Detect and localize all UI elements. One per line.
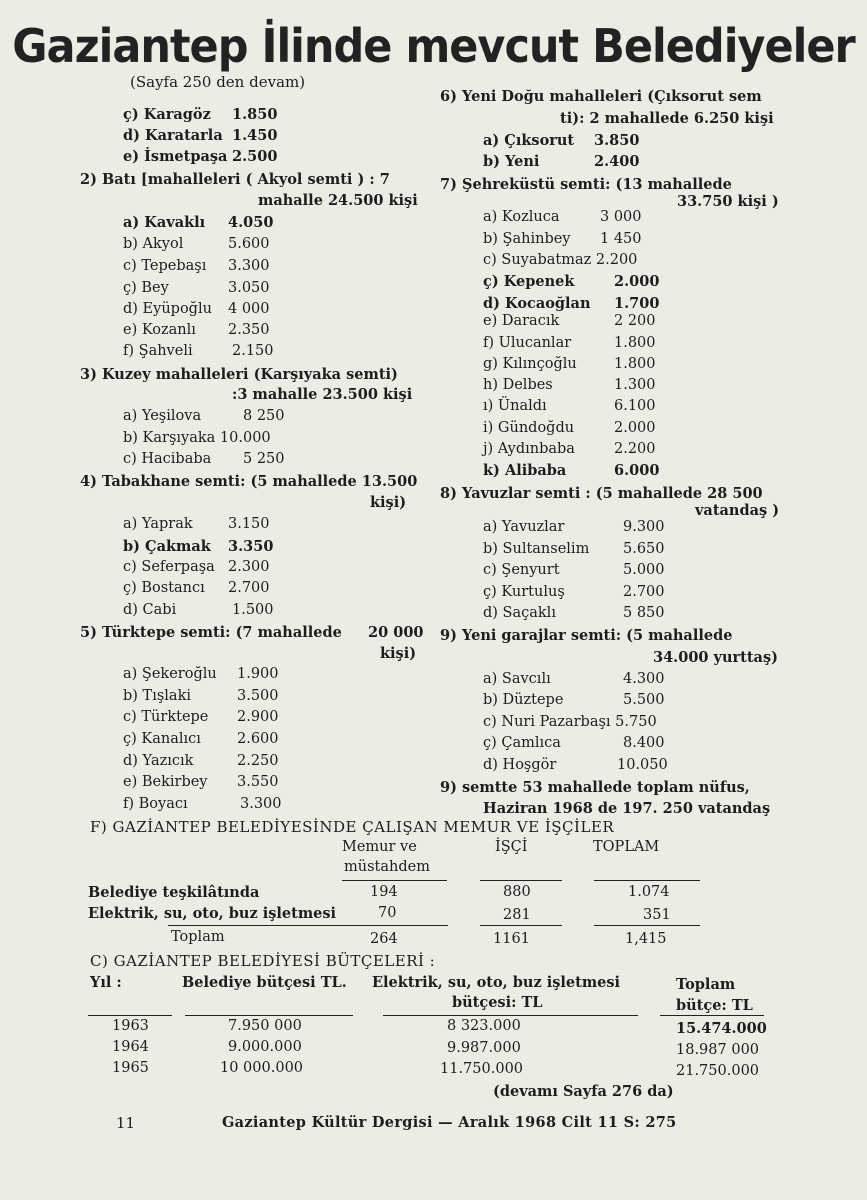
district-line: b) Karşıyaka 10.000 bbox=[123, 430, 271, 446]
district-line: b) Şahinbey bbox=[483, 231, 571, 247]
population-value: 2.200 bbox=[614, 441, 656, 457]
budget-header-rule bbox=[185, 1015, 353, 1016]
district-line: f) Boyacı bbox=[123, 796, 188, 812]
district-line: ç) Kepenek bbox=[483, 273, 575, 290]
population-value: 2.700 bbox=[623, 584, 665, 600]
district-line: a) Çıksorut bbox=[483, 132, 575, 149]
population-value: 2.900 bbox=[237, 709, 279, 725]
staff-row-toplam: 351 bbox=[643, 907, 671, 923]
staff-total-memur: 264 bbox=[370, 931, 398, 947]
population-value: 3.150 bbox=[228, 516, 270, 532]
population-value: 3.850 bbox=[594, 132, 640, 149]
population-value: 2.300 bbox=[228, 559, 270, 575]
population-value: 3.350 bbox=[228, 538, 274, 555]
population-value: 3.550 bbox=[237, 774, 279, 790]
district-line: b) Düztepe bbox=[483, 692, 564, 708]
staff-total-isci: 1161 bbox=[493, 931, 530, 947]
population-value: 2.000 bbox=[614, 273, 660, 290]
district-line: b) Yeni bbox=[483, 153, 540, 170]
district-line: a) Yavuzlar bbox=[483, 519, 565, 535]
staff-header-rule bbox=[480, 880, 562, 881]
budget-header-rule bbox=[88, 1015, 172, 1016]
budget-row-elektrik: 11.750.000 bbox=[440, 1061, 524, 1077]
district-line: 6) Yeni Doğu mahalleleri (Çıksorut sem bbox=[440, 88, 762, 105]
budget-row-year: 1965 bbox=[112, 1060, 149, 1076]
population-value: 2.400 bbox=[594, 153, 640, 170]
district-line: 33.750 kişi ) bbox=[677, 193, 779, 210]
population-value: 1.850 bbox=[232, 106, 278, 123]
district-line: a) Yeşilova bbox=[123, 408, 202, 424]
budget-row-toplam: 18.987 000 bbox=[676, 1042, 760, 1058]
population-value: 10.050 bbox=[617, 757, 668, 773]
budget-header-year: Yıl : bbox=[90, 974, 122, 991]
staff-row-label: Belediye teşkilâtında bbox=[88, 884, 260, 901]
district-line: d) Eyüpoğlu bbox=[123, 301, 212, 317]
district-line: 2) Batı [mahalleleri ( Akyol semti ) : 7 bbox=[80, 171, 390, 188]
district-line: c) Suyabatmaz 2.200 bbox=[483, 252, 638, 268]
district-line: k) Alibaba bbox=[483, 462, 567, 479]
district-line: f) Şahveli bbox=[123, 343, 193, 359]
district-line: c) Seferpaşa bbox=[123, 559, 215, 575]
district-line: c) Şenyurt bbox=[483, 562, 560, 578]
staff-header-isci: İŞÇİ bbox=[495, 839, 528, 855]
population-value: 8.400 bbox=[623, 735, 665, 751]
district-line: mahalle 24.500 kişi bbox=[258, 192, 418, 209]
district-line: ç) Kurtuluş bbox=[483, 584, 565, 600]
population-value: 8 250 bbox=[243, 408, 285, 424]
district-line: b) Akyol bbox=[123, 236, 184, 252]
district-line: b) Tışlaki bbox=[123, 688, 192, 704]
budget-header-belediye: Belediye bütçesi TL. bbox=[182, 974, 347, 991]
district-line: d) Saçaklı bbox=[483, 605, 556, 621]
district-line: ç) Bostancı bbox=[123, 580, 205, 596]
continued-to-note: (devamı Sayfa 276 da) bbox=[493, 1083, 674, 1100]
budget-row-belediye: 10 000.000 bbox=[220, 1060, 304, 1076]
population-value: 2.700 bbox=[228, 580, 270, 596]
population-value: 1.300 bbox=[614, 377, 656, 393]
population-value: 5.500 bbox=[623, 692, 665, 708]
population-value: 2 200 bbox=[614, 313, 656, 329]
staff-header-rule bbox=[342, 880, 447, 881]
population-value: 3.050 bbox=[228, 280, 270, 296]
district-line: 3) Kuzey mahalleleri (Karşıyaka semti) bbox=[80, 366, 398, 383]
district-line: ti): 2 mahallede 6.250 kişi bbox=[560, 110, 774, 127]
population-value: 1.500 bbox=[232, 602, 274, 618]
population-value: 2.150 bbox=[232, 343, 274, 359]
district-line: i) Gündoğdu bbox=[483, 420, 575, 436]
population-value: 20 000 bbox=[368, 624, 424, 641]
budget-row-belediye: 7.950 000 bbox=[228, 1018, 302, 1034]
district-line: h) Delbes bbox=[483, 377, 553, 393]
budget-header-elektrik-2: bütçesi: TL bbox=[452, 994, 543, 1011]
district-line: g) Kılınçoğlu bbox=[483, 356, 577, 372]
district-line: 34.000 yurttaş) bbox=[653, 649, 778, 666]
staff-row-isci: 281 bbox=[503, 907, 531, 923]
population-value: 2.350 bbox=[228, 322, 270, 338]
district-line: d) Hoşgör bbox=[483, 757, 557, 773]
budget-header-elektrik: Elektrik, su, oto, buz işletmesi bbox=[372, 974, 621, 991]
staff-row-isci: 880 bbox=[503, 884, 531, 900]
population-value: 2.250 bbox=[237, 753, 279, 769]
staff-total-rule bbox=[594, 925, 700, 926]
staff-header-mustahdem: müstahdem bbox=[344, 859, 430, 875]
district-line: a) Kavaklı bbox=[123, 214, 206, 231]
district-line: ç) Karagöz bbox=[123, 106, 211, 123]
footer-journal-info: Gaziantep Kültür Dergisi — Aralık 1968 Cilt 11 S: 275 bbox=[222, 1114, 677, 1131]
budget-row-elektrik: 8 323.000 bbox=[447, 1018, 521, 1034]
district-line: e) İsmetpaşa bbox=[123, 148, 228, 165]
district-line: c) Nuri Pazarbaşı 5.750 bbox=[483, 714, 657, 730]
population-value: 4.050 bbox=[228, 214, 274, 231]
population-value: 3 000 bbox=[600, 209, 642, 225]
district-line: e) Kozanlı bbox=[123, 322, 196, 338]
district-line: e) Daracık bbox=[483, 313, 560, 329]
population-value: 5.000 bbox=[623, 562, 665, 578]
budget-header-toplam-2: bütçe: TL bbox=[676, 997, 753, 1014]
budget-header-rule bbox=[383, 1015, 638, 1016]
district-line: :3 mahalle 23.500 kişi bbox=[232, 386, 413, 403]
population-value: 1.450 bbox=[232, 127, 278, 144]
staff-row-memur: 70 bbox=[378, 905, 397, 921]
staff-title: F) GAZİANTEP BELEDİYESİNDE ÇALIŞAN MEMUR VE İŞÇİLER bbox=[90, 818, 615, 836]
staff-header-toplam: TOPLAM bbox=[593, 839, 660, 855]
population-value: 1.900 bbox=[237, 666, 279, 682]
district-line: 8) Yavuzlar semti : (5 mahallede 28 500 bbox=[440, 485, 763, 502]
staff-header-rule bbox=[594, 880, 700, 881]
district-line: e) Bekirbey bbox=[123, 774, 208, 790]
district-line: b) Sultanselim bbox=[483, 541, 590, 557]
population-value: 1 450 bbox=[600, 231, 642, 247]
budget-row-toplam: 21.750.000 bbox=[676, 1063, 760, 1079]
population-value: 5 850 bbox=[623, 605, 665, 621]
staff-total-rule bbox=[168, 925, 448, 926]
staff-header-memur: Memur ve bbox=[342, 839, 417, 855]
continued-from-note: (Sayfa 250 den devam) bbox=[130, 73, 306, 91]
district-line: kişi) bbox=[380, 645, 417, 662]
district-line: j) Aydınbaba bbox=[483, 441, 575, 457]
district-line: 9) Yeni garajlar semti: (5 mahallede bbox=[440, 627, 733, 644]
district-line: ı) Ünaldı bbox=[483, 398, 547, 414]
district-line: ç) Bey bbox=[123, 280, 169, 296]
page-title: Gaziantep İlinde mevcut Belediyeler bbox=[12, 19, 855, 74]
district-line: d) Yazıcık bbox=[123, 753, 194, 769]
population-value: 6.100 bbox=[614, 398, 656, 414]
population-value: 1.800 bbox=[614, 356, 656, 372]
population-value: 5 250 bbox=[243, 451, 285, 467]
staff-row-label: Elektrik, su, oto, buz işletmesi bbox=[88, 905, 337, 922]
staff-row-toplam: 1.074 bbox=[628, 884, 670, 900]
district-line: a) Şekeroğlu bbox=[123, 666, 217, 682]
population-value: 4 000 bbox=[228, 301, 270, 317]
budget-row-elektrik: 9.987.000 bbox=[447, 1040, 521, 1056]
district-line: d) Cabi bbox=[123, 602, 177, 618]
population-value: 5.600 bbox=[228, 236, 270, 252]
population-value: 2.000 bbox=[614, 420, 656, 436]
staff-total-label: Toplam bbox=[171, 929, 225, 945]
district-line: 9) semtte 53 mahallede toplam nüfus, bbox=[440, 779, 750, 796]
district-line: a) Kozluca bbox=[483, 209, 560, 225]
budget-header-rule bbox=[660, 1015, 764, 1016]
district-line: Haziran 1968 de 197. 250 vatandaş bbox=[483, 800, 771, 817]
population-value: 1.700 bbox=[614, 295, 660, 312]
district-line: vatandaş ) bbox=[695, 502, 780, 519]
staff-total-rule bbox=[480, 925, 562, 926]
district-line: c) Türktepe bbox=[123, 709, 209, 725]
population-value: 2.500 bbox=[232, 148, 278, 165]
district-line: 4) Tabakhane semti: (5 mahallede 13.500 bbox=[80, 473, 418, 490]
population-value: 4.300 bbox=[623, 671, 665, 687]
district-line: c) Hacibaba bbox=[123, 451, 212, 467]
population-value: 3.300 bbox=[240, 796, 282, 812]
district-line: 7) Şehreküstü semti: (13 mahallede bbox=[440, 176, 732, 193]
district-line: a) Savcılı bbox=[483, 671, 551, 687]
budget-header-toplam: Toplam bbox=[676, 976, 736, 993]
population-value: 3.500 bbox=[237, 688, 279, 704]
staff-row-memur: 194 bbox=[370, 884, 398, 900]
budget-title: C) GAZİANTEP BELEDİYESİ BÜTÇELERİ : bbox=[90, 952, 436, 970]
population-value: 3.300 bbox=[228, 258, 270, 274]
footer-page-number: 11 bbox=[116, 1114, 136, 1132]
population-value: 6.000 bbox=[614, 462, 660, 479]
district-line: d) Karatarla bbox=[123, 127, 223, 144]
budget-row-year: 1963 bbox=[112, 1018, 149, 1034]
district-line: a) Yaprak bbox=[123, 516, 193, 532]
population-value: 1.800 bbox=[614, 335, 656, 351]
district-line: kişi) bbox=[370, 494, 407, 511]
budget-row-toplam: 15.474.000 bbox=[676, 1020, 767, 1037]
population-value: 2.600 bbox=[237, 731, 279, 747]
district-line: ç) Kanalıcı bbox=[123, 731, 201, 747]
district-line: 5) Türktepe semti: (7 mahallede bbox=[80, 624, 342, 641]
budget-row-belediye: 9.000.000 bbox=[228, 1039, 302, 1055]
population-value: 9.300 bbox=[623, 519, 665, 535]
budget-row-year: 1964 bbox=[112, 1039, 149, 1055]
population-value: 5.650 bbox=[623, 541, 665, 557]
district-line: b) Çakmak bbox=[123, 538, 211, 555]
staff-total-toplam: 1,415 bbox=[625, 931, 667, 947]
district-line: f) Ulucanlar bbox=[483, 335, 572, 351]
district-line: ç) Çamlıca bbox=[483, 735, 561, 751]
district-line: c) Tepebaşı bbox=[123, 258, 207, 274]
district-line: d) Kocaoğlan bbox=[483, 295, 591, 312]
